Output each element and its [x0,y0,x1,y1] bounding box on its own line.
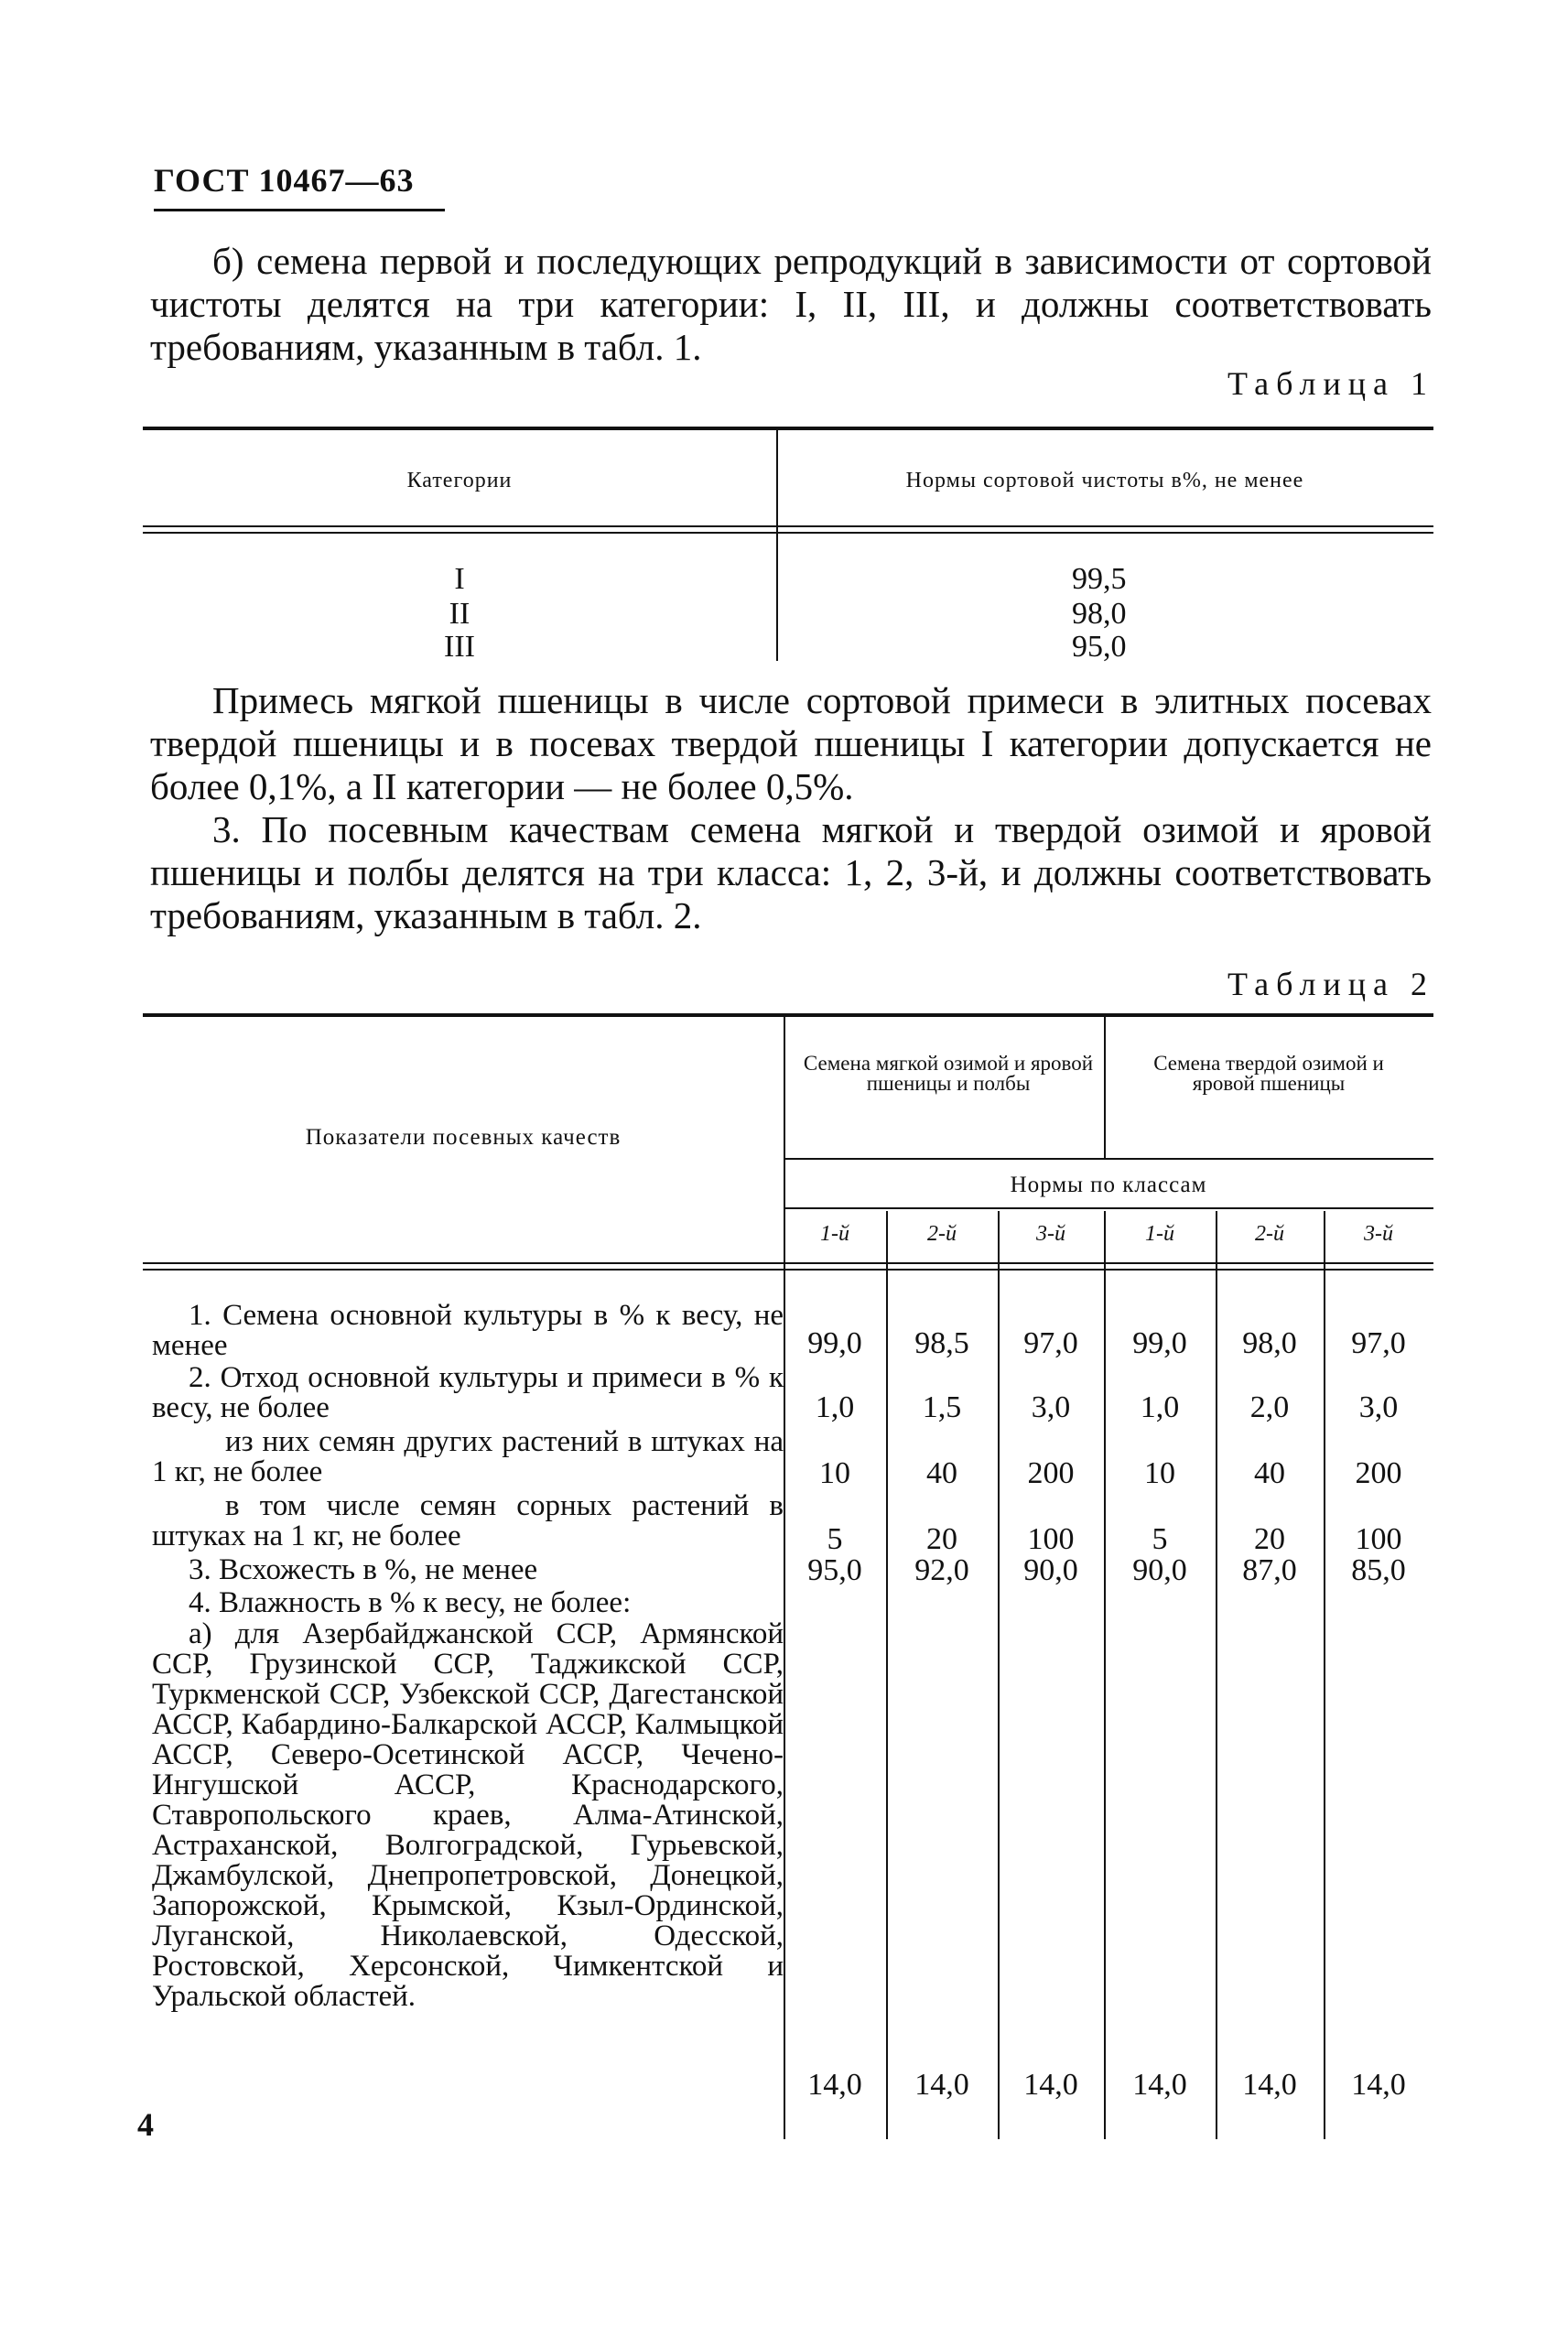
table1-divider [776,427,778,661]
table2-value: 5 [827,1522,843,1556]
intro-paragraph: б) семена первой и последующих репродукций в зависимости от сортовой чистоты делятся на три категории: I, II, III, и должны соответствовать требованиям, указанным в табл. 1. [150,240,1432,368]
table2-value: 10 [819,1456,850,1490]
table2-divider-col [998,1211,1000,2139]
table2-value: 200 [1027,1456,1075,1490]
table2-value: 1,5 [922,1390,962,1424]
table2-row-label: 3. Всхожесть в %, не менее [189,1553,538,1586]
table2-header-indicators: Показатели посевных качеств [305,1125,622,1150]
table2-norms-rule [784,1207,1433,1209]
table2-header-soft: Семена мягкой озимой и яровой пшеницы и полбы [803,1052,1094,1095]
body-paragraph-1: Примесь мягкой пшеницы в числе сортовой примеси в элитных посевах твердой пшеницы и в посевах твердой пшеницы I категории допускается не более 0,1%, а II категории — не более 0,5%. [150,679,1432,807]
table2-class-header: 3-й [1036,1222,1065,1246]
table2-value: 14,0 [1351,2068,1406,2102]
table2-value: 3,0 [1031,1390,1071,1424]
table1-value-cell: 95,0 [1072,630,1127,664]
table1-value-cell: 99,5 [1072,562,1127,596]
table1-header-category: Категории [406,469,513,492]
table2-value: 14,0 [1023,2068,1078,2102]
table1-header-norms: Нормы сортовой чистоты в%, не менее [905,469,1304,492]
table2-value: 100 [1027,1522,1075,1556]
table2-value: 97,0 [1023,1326,1078,1360]
table2-value: 90,0 [1132,1553,1187,1587]
table2-value: 98,0 [1242,1326,1297,1360]
table2-value: 1,0 [815,1390,855,1424]
table2-caption: Таблица 2 [1227,966,1434,1002]
table2-value: 5 [1152,1522,1168,1556]
table-2 [143,1013,1433,2139]
table2-row-label: а) для Азербайджанской ССР, Армянской ССР, Грузинской ССР, Таджикской ССР, Туркменской ССР, Узбекской ССР, Дагестанской АССР, Кабардино-Балкарской АССР, Калмыцкой АССР, Северо-Осетинской АССР, Чечено-Ингушской АССР, Краснодарского, Ставропольского краев, Алма-Атинской, Астраханской, Волгоградской, Гурьевской, Джамбулской, Днепропетровской, Донецкой, Запорожской, Крымской, Кзыл-Ординской, Луганской, Николаевской, Одесской, Ростовской, Херсонской, Чимкентской и Уральской областей. [152,1617,784,2013]
table2-row-label: из них семян других растений в штуках на 1 кг, не более [152,1425,784,1488]
table2-header-hard: Семена твердой озимой и яровой пшеницы [1153,1052,1384,1095]
table2-divider-col [1104,1211,1106,2139]
table2-group-rule [784,1158,1433,1160]
table-1 [143,427,1433,664]
table1-category-cell: II [449,597,470,631]
table2-class-header: 2-й [927,1222,957,1246]
table2-class-header: 1-й [1145,1222,1174,1246]
table2-value: 100 [1355,1522,1402,1556]
table2-divider-groups [1104,1013,1106,1158]
header-underline [154,209,445,211]
body-paragraph-2: 3. По посевным качествам семена мягкой и твердой озимой и яровой пшеницы и полбы делятся на три класса: 1, 2, 3-й, и должны соответствовать требованиям, указанным в табл. 2. [150,808,1432,936]
table2-value: 97,0 [1351,1326,1406,1360]
table2-row-label: 1. Семена основной культуры в % к весу, не менее [152,1299,784,1362]
table2-value: 20 [926,1522,957,1556]
table2-value: 14,0 [1132,2068,1187,2102]
table2-value: 90,0 [1023,1553,1078,1587]
table2-value: 98,5 [914,1326,969,1360]
table2-value: 14,0 [914,2068,969,2102]
table2-header-rule [143,1262,1433,1271]
document-code: ГОСТ 10467—63 [154,162,415,199]
table2-value: 40 [1254,1456,1285,1490]
table2-value: 87,0 [1242,1553,1297,1587]
table2-value: 14,0 [807,2068,862,2102]
table1-caption: Таблица 1 [1227,365,1434,402]
table2-row-label: 4. Влажность в % к весу, не более: [189,1586,632,1619]
table2-value: 20 [1254,1522,1285,1556]
table1-value-cell: 98,0 [1072,597,1127,631]
table2-divider-col [886,1211,888,2139]
table2-value: 92,0 [914,1553,969,1587]
table2-row-label: в том числе семян сорных растений в штуках на 1 кг, не более [152,1489,784,1552]
table2-row-label: 2. Отход основной культуры и примеси в % к весу, не более [152,1361,784,1424]
table2-value: 99,0 [807,1326,862,1360]
table1-top-rule [143,427,1433,430]
table2-class-header: 3-й [1364,1222,1393,1246]
table2-value: 10 [1144,1456,1175,1490]
table2-value: 3,0 [1358,1390,1399,1424]
table2-value: 2,0 [1249,1390,1290,1424]
table2-class-header: 1-й [820,1222,849,1246]
table2-value: 95,0 [807,1553,862,1587]
table2-divider-col [1324,1211,1325,2139]
table2-value: 1,0 [1140,1390,1180,1424]
page-number: 4 [137,2106,154,2143]
table2-value: 14,0 [1242,2068,1297,2102]
table2-value: 99,0 [1132,1326,1187,1360]
table2-class-header: 2-й [1255,1222,1284,1246]
table1-category-cell: III [444,630,475,664]
table2-value: 40 [926,1456,957,1490]
table2-norms-by-class: Нормы по классам [1010,1173,1207,1197]
table2-value: 85,0 [1351,1553,1406,1587]
table1-header-rule [143,525,1433,534]
table1-category-cell: I [454,562,465,596]
table2-divider-col [1216,1211,1217,2139]
table2-value: 200 [1355,1456,1402,1490]
table2-top-rule [143,1013,1433,1017]
